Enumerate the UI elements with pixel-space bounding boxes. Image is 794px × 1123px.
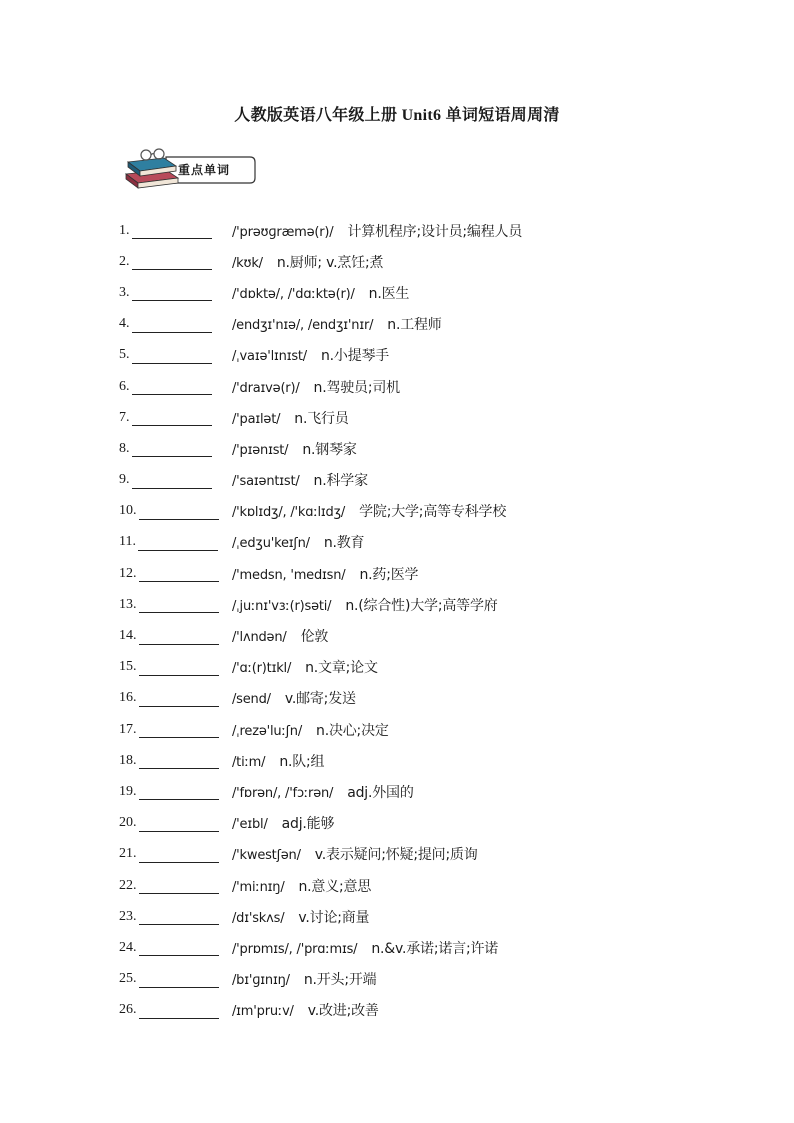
meaning: n.科学家 [313, 473, 368, 490]
phonetic: /'eɪbl/ adj.能够 [232, 816, 335, 833]
answer-blank[interactable] [132, 347, 212, 364]
answer-blank[interactable] [139, 659, 219, 676]
answer-blank[interactable] [139, 783, 219, 800]
section-label: 重点单词 [178, 163, 231, 177]
meaning: n.&v.承诺;诺言;许诺 [371, 940, 499, 957]
vocab-row [119, 277, 599, 308]
vocab-row [119, 995, 599, 1026]
item-number: 18. [119, 752, 137, 768]
meaning: v.改进;改善 [307, 1003, 379, 1020]
phonetic: /'draɪvə(r)/ n.驾驶员;司机 [232, 379, 400, 396]
item-number: 25. [119, 971, 137, 987]
meaning: n.药;医学 [359, 566, 419, 583]
phonetic: /'paɪlət/ n.飞行员 [232, 410, 349, 427]
meaning: n.开头;开端 [303, 972, 377, 989]
answer-blank[interactable] [139, 565, 219, 582]
item-number: 5. [119, 347, 130, 363]
answer-blank[interactable] [132, 253, 212, 270]
answer-blank[interactable] [132, 440, 212, 457]
page-title: 人教版英语八年级上册 Unit6 单词短语周周清 [234, 107, 560, 124]
answer-blank[interactable] [139, 721, 219, 738]
item-number: 11. [119, 534, 136, 550]
meaning: v.讨论;商量 [298, 909, 370, 926]
phonetic: /'fɒrən/, /'fɔːrən/ adj.外国的 [232, 784, 414, 801]
answer-blank[interactable] [139, 939, 219, 956]
item-number: 10. [119, 503, 137, 519]
answer-blank[interactable] [132, 316, 212, 333]
phonetic: /'ɑː(r)tɪkl/ n.文章;论文 [232, 660, 378, 677]
vocab-row [119, 964, 599, 995]
vocab-row [119, 870, 599, 901]
phonetic: /'prɒmɪs/, /'prɑːmɪs/ n.&v.承诺;诺言;许诺 [232, 940, 499, 957]
vocab-row [119, 496, 599, 527]
phonetic: /ˌrezə'luːʃn/ n.决心;决定 [232, 722, 389, 739]
meaning: n.(综合性)大学;高等学府 [345, 597, 498, 614]
answer-blank[interactable] [132, 378, 212, 395]
vocab-row [119, 839, 599, 870]
answer-blank[interactable] [139, 877, 219, 894]
vocab-row [119, 433, 599, 464]
item-number: 4. [119, 316, 130, 332]
item-number: 24. [119, 939, 137, 955]
meaning: 学院;大学;高等专科学校 [359, 504, 507, 521]
item-number: 2. [119, 253, 130, 269]
phonetic: /'lʌndən/ 伦敦 [232, 629, 329, 646]
item-number: 7. [119, 409, 130, 425]
phonetic: /send/ v.邮寄;发送 [232, 691, 356, 708]
meaning: n.意义;意思 [298, 878, 372, 895]
item-number: 20. [119, 815, 137, 831]
answer-blank[interactable] [132, 472, 212, 489]
vocab-list [119, 215, 599, 1026]
phonetic: /bɪ'ɡɪnɪŋ/ n.开头;开端 [232, 972, 377, 989]
phonetic: /kʊk/ n.厨师; v.烹饪;煮 [232, 254, 384, 271]
answer-blank[interactable] [132, 409, 212, 426]
meaning: adj.能够 [281, 816, 335, 833]
vocab-row [119, 371, 599, 402]
vocab-row [119, 620, 599, 651]
meaning: v.邮寄;发送 [284, 691, 356, 708]
phonetic: /'kwestʃən/ v.表示疑问;怀疑;提问;质询 [232, 847, 478, 864]
phonetic: /'pɪənɪst/ n.钢琴家 [232, 441, 357, 458]
item-number: 23. [119, 908, 137, 924]
item-number: 19. [119, 783, 137, 799]
vocab-row [119, 589, 599, 620]
phonetic: /'prəʊɡræmə(r)/ 计算机程序;设计员;编程人员 [232, 223, 523, 240]
answer-blank[interactable] [139, 690, 219, 707]
meaning: 伦敦 [300, 629, 329, 646]
item-number: 21. [119, 846, 137, 862]
phonetic: /ˌvaɪə'lɪnɪst/ n.小提琴手 [232, 348, 390, 365]
answer-blank[interactable] [139, 971, 219, 988]
meaning: n.钢琴家 [302, 441, 357, 458]
answer-blank[interactable] [139, 503, 219, 520]
phonetic: /ˌedʒu'keɪʃn/ n.教育 [232, 535, 365, 552]
meaning: n.教育 [323, 535, 365, 552]
phonetic: /'saɪəntɪst/ n.科学家 [232, 473, 368, 490]
vocab-row [119, 558, 599, 589]
answer-blank[interactable] [139, 815, 219, 832]
vocab-row [119, 652, 599, 683]
item-number: 8. [119, 440, 130, 456]
meaning: v.表示疑问;怀疑;提问;质询 [314, 847, 478, 864]
answer-blank[interactable] [132, 222, 212, 239]
answer-blank[interactable] [139, 1002, 219, 1019]
phonetic: /tiːm/ n.队;组 [232, 753, 325, 770]
meaning: n.飞行员 [294, 410, 349, 427]
item-number: 16. [119, 690, 137, 706]
vocab-row [119, 309, 599, 340]
meaning: n.厨师; v.烹饪;煮 [276, 254, 384, 271]
item-number: 15. [119, 659, 137, 675]
phonetic: /'dɒktə/, /'dɑːktə(r)/ n.医生 [232, 285, 410, 302]
vocab-row [119, 776, 599, 807]
meaning: 计算机程序;设计员;编程人员 [347, 223, 523, 240]
item-number: 6. [119, 378, 130, 394]
meaning: n.文章;论文 [305, 660, 378, 677]
vocab-row [119, 745, 599, 776]
vocab-row [119, 932, 599, 963]
item-number: 17. [119, 721, 137, 737]
vocab-row [119, 246, 599, 277]
vocab-row [119, 215, 599, 246]
vocab-row [119, 402, 599, 433]
meaning: n.医生 [368, 285, 410, 302]
vocab-row [119, 714, 599, 745]
answer-blank[interactable] [139, 628, 219, 645]
vocab-row [119, 465, 599, 496]
phonetic: /endʒɪ'nɪə/, /endʒɪ'nɪr/ n.工程师 [232, 317, 442, 334]
vocab-row [119, 527, 599, 558]
phonetic: /'miːnɪŋ/ n.意义;意思 [232, 878, 372, 895]
meaning: n.工程师 [387, 317, 442, 334]
vocab-row [119, 683, 599, 714]
item-number: 9. [119, 472, 130, 488]
phonetic: /ɪm'pruːv/ v.改进;改善 [232, 1003, 379, 1020]
meaning: n.驾驶员;司机 [313, 379, 400, 396]
item-number: 22. [119, 877, 137, 893]
vocab-row [119, 901, 599, 932]
meaning: n.小提琴手 [320, 348, 390, 365]
phonetic: /ˌjuːnɪ'vɜː(r)səti/ n.(综合性)大学;高等学府 [232, 597, 498, 614]
item-number: 3. [119, 284, 130, 300]
meaning: n.队;组 [279, 753, 325, 770]
item-number: 1. [119, 222, 130, 238]
phonetic: /'kɒlɪdʒ/, /'kɑːlɪdʒ/ 学院;大学;高等专科学校 [232, 504, 507, 521]
answer-blank[interactable] [132, 284, 212, 301]
item-number: 26. [119, 1002, 137, 1018]
meaning: adj.外国的 [347, 784, 414, 801]
phonetic: /dɪ'skʌs/ v.讨论;商量 [232, 909, 370, 926]
item-number: 14. [119, 628, 137, 644]
answer-blank[interactable] [139, 596, 219, 613]
answer-blank[interactable] [139, 846, 219, 863]
answer-blank[interactable] [138, 534, 218, 551]
item-number: 12. [119, 565, 137, 581]
item-number: 13. [119, 596, 137, 612]
meaning: n.决心;决定 [316, 722, 389, 739]
answer-blank[interactable] [139, 752, 219, 769]
vocab-row [119, 340, 599, 371]
phonetic: /'medsn, 'medɪsn/ n.药;医学 [232, 566, 419, 583]
answer-blank[interactable] [139, 908, 219, 925]
vocab-row [119, 808, 599, 839]
